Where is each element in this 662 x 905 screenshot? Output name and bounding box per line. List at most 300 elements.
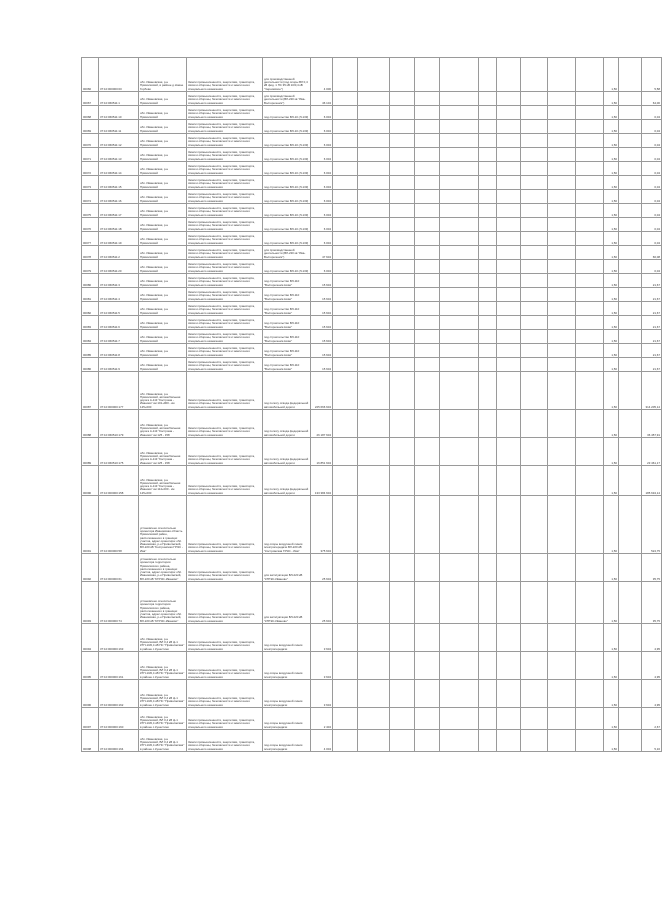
empty-cell [479,554,497,582]
empty-cell [521,106,548,120]
table-row [82,58,662,92]
land-category-cell: Земли промышленности, энергетики, транспорта, связи и обороны, безопасности и земли иного специального назначения [187,680,263,708]
empty-cell [358,344,390,358]
tax-amount-cell: 0,04 [642,232,662,246]
empty-cell [497,134,521,148]
empty-cell [333,246,358,260]
empty-cell [479,162,497,176]
tax-amount-cell: 314 205,14 [642,372,662,410]
table-body [82,58,662,752]
tax-rate-cell: 1,50 [604,58,619,92]
permitted-use-cell: под строительство ВЛ-10 (Л-133) [263,106,311,120]
row-code: 00073 [82,176,99,190]
permitted-use-cell: под полосу отвода федеральной автомобильной дороги [263,410,311,438]
permitted-use-cell: под опоры воздушной линии электропередачи [263,624,311,652]
empty-cell [479,652,497,680]
empty-cell [390,344,415,358]
empty-cell [440,106,479,120]
permitted-use-cell: под строительство ВЛ-10 (Л-133) [263,218,311,232]
permitted-use-cell: под опоры воздушной линии электропередачи [263,680,311,708]
empty-cell [415,496,440,554]
empty-cell [390,190,415,204]
permitted-use-cell: под строительство ВЛ-110 "Волгореченск-Ново" [263,274,311,288]
empty-cell [440,554,479,582]
empty-cell [440,680,479,708]
area-cell: 6 004 [311,190,333,204]
empty-cell [576,496,604,554]
empty-cell [440,652,479,680]
empty-cell [548,106,576,120]
empty-cell [415,708,440,730]
empty-cell [576,162,604,176]
empty-cell [333,288,358,302]
tax-rate-cell: 1,50 [604,358,619,372]
empty-cell [521,708,548,730]
area-cell: 6 004 [311,134,333,148]
empty-cell [548,316,576,330]
empty-cell [440,438,479,466]
tax-amount-cell: 64,00 [642,92,662,106]
area-cell: 6 004 [311,148,333,162]
tax-rate-cell: 1,50 [604,410,619,438]
land-category-cell: Земли промышленности, энергетики, транспорта, связи и обороны, безопасности и земли иного специального назначения [187,120,263,134]
tax-rate-cell: 1,50 [604,582,619,624]
empty-cell [497,496,521,554]
empty-cell [415,274,440,288]
location-cell: обл. Ивановская, р-н Приволжский [139,358,187,372]
cadastral-number: 37:10:060511:5 [99,302,139,316]
empty-cell [333,372,358,410]
empty-cell [521,496,548,554]
tax-rate-cell: 1,50 [604,162,619,176]
empty-cell [358,358,390,372]
tax-amount-cell: 21,67 [642,316,662,330]
row-code: 00092 [82,554,99,582]
empty-cell [358,246,390,260]
empty-cell [440,358,479,372]
permitted-use-cell: под строительство ВЛ-110 "Волгореченск-Ново" [263,358,311,372]
empty-cell [521,218,548,232]
row-code: 00086 [82,358,99,372]
empty-cell [548,652,576,680]
area-cell: 47 604 [311,246,333,260]
empty-cell [440,232,479,246]
empty-cell [619,302,642,316]
empty-cell [390,624,415,652]
empty-cell [548,92,576,106]
empty-cell [521,582,548,624]
area-cell: 3 604 [311,652,333,680]
empty-cell [497,372,521,410]
area-cell: 6 004 [311,176,333,190]
tax-rate-cell: 1,50 [604,190,619,204]
empty-cell [479,218,497,232]
tax-amount-cell: 0,04 [642,260,662,274]
empty-cell [479,438,497,466]
empty-cell [479,232,497,246]
row-code: 00068 [82,106,99,120]
empty-cell [390,582,415,624]
row-code: 00069 [82,120,99,134]
empty-cell [415,204,440,218]
empty-cell [479,680,497,708]
table-row [82,708,662,730]
empty-cell [619,410,642,438]
location-cell: обл. Ивановская, р-н Приволжский [139,260,187,274]
empty-cell [415,148,440,162]
row-code: 00088 [82,410,99,438]
land-category-cell: Земли промышленности, энергетики, транспорта, связи и обороны, безопасности и земли иного специального назначения [187,358,263,372]
empty-cell [497,624,521,652]
land-category-cell: Земли промышленности, энергетики, транспорта, связи и обороны, безопасности и земли иного специального назначения [187,730,263,752]
row-code: 00094 [82,624,99,652]
tax-rate-cell: 1,50 [604,288,619,302]
location-cell: обл. Ивановская, р-н Приволжский [139,148,187,162]
empty-cell [619,316,642,330]
table-row [82,344,662,358]
empty-cell [548,148,576,162]
empty-cell [333,410,358,438]
empty-cell [358,652,390,680]
empty-cell [521,274,548,288]
empty-cell [521,358,548,372]
empty-cell [333,134,358,148]
empty-cell [497,274,521,288]
location-cell: обл. Ивановская, р-н Приволжский, ВЛ 0,4 кВ ф-1 КТП-10/0,4 кВ ПС "Приволжская" в районе с.Кунестино [139,680,187,708]
empty-cell [548,496,576,554]
empty-cell [548,410,576,438]
land-category-cell: Земли промышленности, энергетики, транспорта, связи и обороны, безопасности и земли иного специального назначения [187,288,263,302]
table-row [82,232,662,246]
land-category-cell: Земли промышленности, энергетики, транспорта, связи и обороны, безопасности и земли иного специального назначения [187,218,263,232]
tax-rate-cell: 1,50 [604,176,619,190]
empty-cell [415,246,440,260]
empty-cell [415,438,440,466]
location-cell: обл. Ивановская, р-н Приволжский [139,218,187,232]
empty-cell [390,260,415,274]
empty-cell [390,120,415,134]
tax-amount-cell: 0,04 [642,218,662,232]
empty-cell [390,496,415,554]
permitted-use-cell: под строительство ВЛ-10 (Л-133) [263,148,311,162]
empty-cell [576,438,604,466]
empty-cell [390,162,415,176]
empty-cell [548,302,576,316]
location-cell: обл. Ивановская, р-н Приволжский [139,162,187,176]
empty-cell [619,232,642,246]
row-code: 00067 [82,92,99,106]
tax-amount-cell: 35,75 [642,554,662,582]
empty-cell [619,708,642,730]
empty-cell [390,652,415,680]
empty-cell [390,316,415,330]
empty-cell [415,106,440,120]
empty-cell [548,372,576,410]
table-row [82,134,662,148]
row-code: 00098 [82,730,99,752]
land-category-cell: Земли промышленности, энергетики, транспорта, связи и обороны, безопасности и земли иного специального назначения [187,302,263,316]
empty-cell [390,232,415,246]
empty-cell [497,582,521,624]
table-row [82,120,662,134]
empty-cell [440,92,479,106]
empty-cell [521,232,548,246]
land-category-cell: Земли промышленности, энергетики, транспорта, связи и обороны, безопасности и земли иного специального назначения [187,466,263,496]
empty-cell [479,316,497,330]
cadastral-number: 37:10:060511:14 [99,162,139,176]
empty-cell [497,106,521,120]
table-row [82,92,662,106]
empty-cell [479,358,497,372]
empty-cell [415,218,440,232]
empty-cell [415,372,440,410]
empty-cell [358,106,390,120]
table-row [82,410,662,438]
tax-amount-cell: 4,95 [642,680,662,708]
cadastral-number: 37:10:000000:161 [99,652,139,680]
area-cell: 15 604 [311,302,333,316]
empty-cell [333,708,358,730]
location-cell: установлено относительно ориентира территория Приволжского района, расположенного в границах участка, адрес ориентира: обл. Ивановская, р-н Приволжский, ВЛ-220 кВ "КГРЭС-Иваново" [139,582,187,624]
permitted-use-cell: под строительство ВЛ-10 (Л-133) [263,134,311,148]
empty-cell [497,204,521,218]
area-cell: 3 604 [311,624,333,652]
location-cell: обл. Ивановская, р-н Приволжский, ВЛ 0,4 кВ ф-1 КТП-10/0,4 кВ ПС "Приволжская" в районе с.Кунестино [139,624,187,652]
empty-cell [619,330,642,344]
table-row [82,624,662,652]
row-code: 00097 [82,708,99,730]
empty-cell [521,330,548,344]
location-cell: обл. Ивановская, р-н Приволжский [139,246,187,260]
area-cell: 16 851 604 [311,438,333,466]
empty-cell [619,582,642,624]
empty-cell [521,372,548,410]
empty-cell [333,302,358,316]
tax-rate-cell: 1,50 [604,652,619,680]
empty-cell [619,554,642,582]
empty-cell [497,652,521,680]
empty-cell [415,232,440,246]
empty-cell [619,246,642,260]
empty-cell [619,218,642,232]
empty-cell [497,120,521,134]
empty-cell [548,120,576,134]
table-row [82,358,662,372]
cadastral-number: 37:10:060510:179 [99,410,139,438]
empty-cell [521,316,548,330]
empty-cell [497,316,521,330]
table-row [82,246,662,260]
empty-cell [548,330,576,344]
empty-cell [497,260,521,274]
empty-cell [497,330,521,344]
location-cell: установлено относительно ориентира территория Приволжского района, расположенного в границах участка, адрес ориентира: обл. Ивановская, р-н Приволжский, ВЛ-220 кВ "КГРЭС-Иваново" [139,554,187,582]
empty-cell [333,652,358,680]
empty-cell [333,274,358,288]
area-cell: 25 604 [311,582,333,624]
empty-cell [497,302,521,316]
empty-cell [548,260,576,274]
empty-cell [521,466,548,496]
empty-cell [358,92,390,106]
empty-cell [415,58,440,92]
empty-cell [497,288,521,302]
empty-cell [548,134,576,148]
row-code: 00084 [82,330,99,344]
tax-rate-cell: 1,50 [604,120,619,134]
empty-cell [390,410,415,438]
row-code: 00087 [82,372,99,410]
empty-cell [497,246,521,260]
empty-cell [521,92,548,106]
tax-amount-cell: 0,04 [642,106,662,120]
empty-cell [548,204,576,218]
empty-cell [358,176,390,190]
location-cell: обл. Ивановская, р-н Приволжский [139,330,187,344]
row-code: 00080 [82,274,99,288]
empty-cell [619,92,642,106]
cadastral-number: 37:10:060511:4 [99,288,139,302]
empty-cell [548,680,576,708]
empty-cell [390,218,415,232]
empty-cell [521,246,548,260]
location-cell: установлено относительно ориентира Ивановская область Приволжский район, расположенного в границах участка, адрес ориентира: обл. Ивановская, р-н Приволжский, ВЛ-220 кВ "Костромская ГРЭС - Ива" [139,496,187,554]
tax-rate-cell: 1,50 [604,274,619,288]
empty-cell [333,120,358,134]
tax-rate-cell: 1,50 [604,438,619,466]
empty-cell [390,680,415,708]
area-cell: 6 004 [311,260,333,274]
cadastral-number: 37:10:060511:1 [99,92,139,106]
empty-cell [576,410,604,438]
empty-cell [440,288,479,302]
location-cell: обл. Ивановская, р-н Приволжский, ВЛ 0,4 кВ ф-1 КТП-10/0,4 кВ ПС "Приволжская" в районе с.Кунестино [139,730,187,752]
row-code: 00089 [82,438,99,466]
empty-cell [390,466,415,496]
tax-amount-cell: 21,67 [642,274,662,288]
row-code: 00076 [82,218,99,232]
empty-cell [619,120,642,134]
location-cell: обл. Ивановская, р-н Приволжский [139,302,187,316]
tax-rate-cell: 1,50 [604,330,619,344]
location-cell: обл. Ивановская, р-н Приволжский [139,176,187,190]
empty-cell [390,176,415,190]
location-cell: обл. Ивановская, р-н Приволжский [139,316,187,330]
table-row [82,274,662,288]
land-category-cell: Земли промышленности, энергетики, транспорта, связи и обороны, безопасности и земли иного специального назначения [187,554,263,582]
empty-cell [619,274,642,288]
empty-cell [619,652,642,680]
empty-cell [576,330,604,344]
empty-cell [479,92,497,106]
table-row [82,582,662,624]
empty-cell [390,148,415,162]
tax-rate-cell: 1,50 [604,302,619,316]
area-cell: 225 666 604 [311,372,333,410]
land-register-table [81,57,662,752]
empty-cell [521,148,548,162]
tax-amount-cell: 4,95 [642,652,662,680]
permitted-use-cell: для производственной деятельности (под опоры ВЛ 0,4 кВ фид. 1 ПС 35 кВ 10/0,4 кВ "Черновское") [263,58,311,92]
empty-cell [521,260,548,274]
empty-cell [619,260,642,274]
permitted-use-cell: под строительство ВЛ-10 (Л-133) [263,120,311,134]
empty-cell [548,274,576,288]
cadastral-number: 37:10:060511:10 [99,106,139,120]
empty-cell [576,302,604,316]
empty-cell [497,148,521,162]
permitted-use-cell: для производственной деятельности (ВЛ-220 кв "Ива-Волгореченск") [263,92,311,106]
land-category-cell: Земли промышленности, энергетики, транспорта, связи и обороны, безопасности и земли иного специального назначения [187,58,263,92]
area-cell: 4 004 [311,730,333,752]
permitted-use-cell: для эксплуатации ВЛ-220 кВ "КГРЭС-Иваново" [263,554,311,582]
empty-cell [479,176,497,190]
empty-cell [333,204,358,218]
tax-rate-cell: 1,50 [604,466,619,496]
empty-cell [548,438,576,466]
empty-cell [333,330,358,344]
empty-cell [390,246,415,260]
empty-cell [479,344,497,358]
empty-cell [415,358,440,372]
empty-cell [521,344,548,358]
empty-cell [497,438,521,466]
empty-cell [548,624,576,652]
table-row [82,176,662,190]
table-row [82,204,662,218]
empty-cell [521,438,548,466]
row-code: 00071 [82,148,99,162]
table-row [82,466,662,496]
empty-cell [415,316,440,330]
empty-cell [576,680,604,708]
empty-cell [358,288,390,302]
empty-cell [548,232,576,246]
empty-cell [497,176,521,190]
empty-cell [333,218,358,232]
empty-cell [440,218,479,232]
land-category-cell: Земли промышленности, энергетики, транспорта, связи и обороны, безопасности и земли иного специального назначения [187,204,263,218]
empty-cell [440,204,479,218]
empty-cell [479,410,497,438]
row-code: 00066 [82,58,99,92]
permitted-use-cell: под строительство ВЛ-10 (Л-133) [263,232,311,246]
tax-amount-cell: 4,95 [642,624,662,652]
empty-cell [521,288,548,302]
location-cell: обл. Ивановская, р-н Приволжский, автомобильная дорога А-113 "Кострома - Иваново" км 114+000 - км 125+000 [139,466,187,496]
location-cell: обл. Ивановская, р-н Приволжский [139,190,187,204]
empty-cell [440,316,479,330]
row-code: 00072 [82,162,99,176]
empty-cell [415,162,440,176]
empty-cell [358,204,390,218]
empty-cell [415,582,440,624]
land-category-cell: Земли промышленности, энергетики, транспорта, связи и обороны, безопасности и земли иного специального назначения [187,624,263,652]
empty-cell [497,466,521,496]
tax-rate-cell: 1,50 [604,232,619,246]
empty-cell [415,260,440,274]
empty-cell [358,148,390,162]
tax-amount-cell: 0,04 [642,134,662,148]
row-code: 00082 [82,302,99,316]
area-cell: 15 604 [311,316,333,330]
empty-cell [521,680,548,708]
empty-cell [548,288,576,302]
permitted-use-cell: под полосу отвода федеральной автомобильной дороги [263,466,311,496]
empty-cell [415,652,440,680]
tax-amount-cell: 0,04 [642,190,662,204]
empty-cell [415,624,440,652]
